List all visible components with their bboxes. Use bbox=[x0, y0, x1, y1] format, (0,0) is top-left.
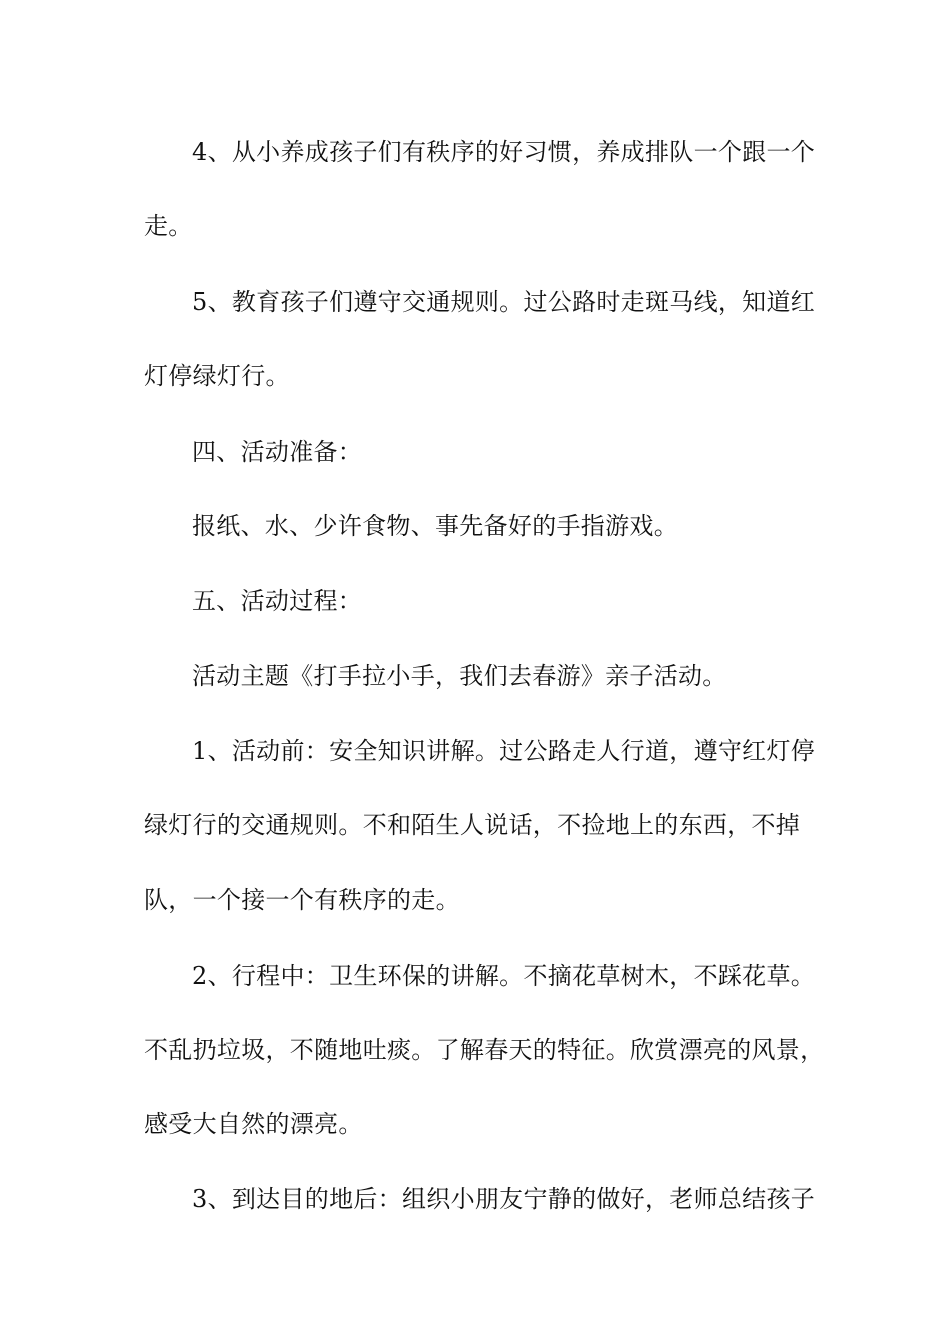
paragraph-line: 感受大自然的漂亮。 bbox=[144, 1110, 363, 1138]
paragraph-line: 3、到达目的地后：组织小朋友宁静的做好，老师总结孩子 bbox=[192, 1185, 816, 1213]
paragraph-line: 绿灯行的交通规则。不和陌生人说话，不捡地上的东西，不掉 bbox=[144, 811, 801, 839]
paragraph-line: 活动主题《打手拉小手，我们去春游》亲子活动。 bbox=[192, 662, 727, 690]
paragraph-line: 报纸、水、少许食物、事先备好的手指游戏。 bbox=[192, 512, 678, 540]
paragraph-line: 队，一个接一个有秩序的走。 bbox=[144, 886, 460, 914]
paragraph-line: 2、行程中：卫生环保的讲解。不摘花草树木，不踩花草。 bbox=[192, 962, 816, 990]
paragraph-line: 不乱扔垃圾，不随地吐痰。了解春天的特征。欣赏漂亮的风景， bbox=[144, 1036, 825, 1064]
paragraph-line: 4、从小养成孩子们有秩序的好习惯，养成排队一个跟一个 bbox=[192, 138, 816, 166]
paragraph-line: 走。 bbox=[144, 212, 193, 240]
section-heading: 五、活动过程： bbox=[192, 587, 363, 615]
paragraph-line: 1、活动前：安全知识讲解。过公路走人行道，遵守红灯停 bbox=[192, 737, 816, 765]
paragraph-line: 5、教育孩子们遵守交通规则。过公路时走斑马线，知道红 bbox=[192, 288, 816, 316]
section-heading: 四、活动准备： bbox=[192, 438, 363, 466]
paragraph-line: 灯停绿灯行。 bbox=[144, 362, 290, 390]
